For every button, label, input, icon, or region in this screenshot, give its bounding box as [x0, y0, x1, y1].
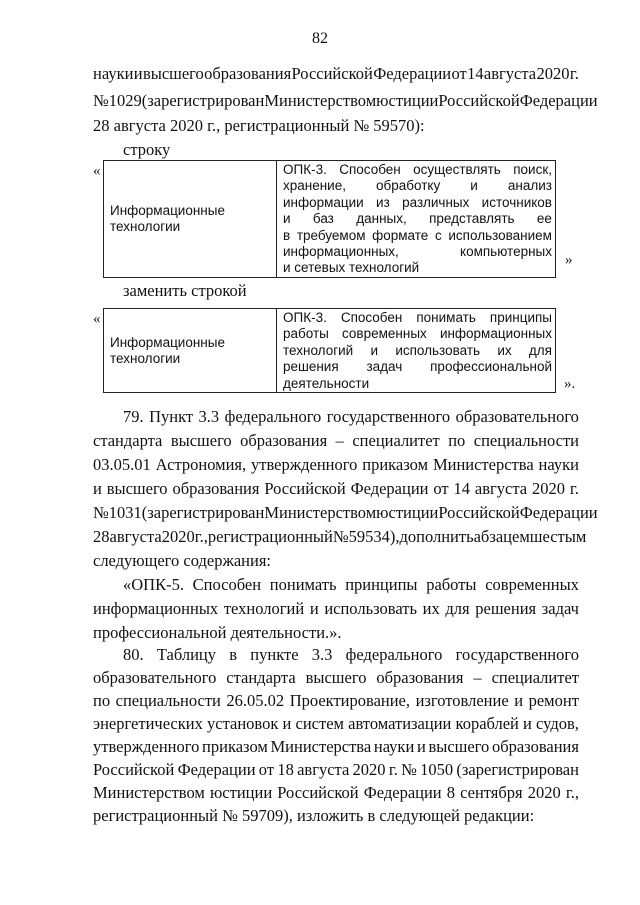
- word: решения: [283, 359, 339, 375]
- word: государственного: [326, 407, 451, 426]
- word: регистрационный: [207, 527, 333, 546]
- word: специальности: [473, 431, 579, 450]
- word: информационных: [439, 326, 552, 342]
- word: федерального: [345, 645, 443, 664]
- word: Министерством: [264, 91, 377, 110]
- word: юстиции: [209, 783, 273, 802]
- word: –: [473, 668, 482, 687]
- para79-line-7: следующего содержания:: [93, 551, 272, 570]
- word: 2020: [527, 783, 561, 802]
- word: технологий: [283, 342, 354, 358]
- word: ее: [536, 211, 552, 227]
- table1: [103, 160, 556, 278]
- word: в: [283, 227, 291, 243]
- word: Федерации: [363, 783, 442, 802]
- word: задач: [541, 599, 579, 618]
- quote-opk5-line-3: профессиональной деятельности.».: [93, 623, 342, 642]
- page-number: 82: [312, 30, 328, 47]
- word: 18: [277, 760, 294, 779]
- word: (зарегистрирован: [141, 503, 265, 522]
- para79-line-1: [123, 407, 579, 427]
- word: г.,: [565, 783, 579, 802]
- word: Российской: [277, 783, 359, 802]
- word: г.: [569, 479, 579, 498]
- quote-opk5-line-2: [93, 599, 579, 619]
- word: 28: [93, 527, 110, 546]
- word: 2020: [536, 64, 570, 83]
- word: (зарегистрирован: [141, 91, 265, 110]
- word: 1050: [420, 760, 454, 779]
- word: дополнить: [399, 527, 474, 546]
- word: и: [370, 342, 379, 358]
- word: компьютерных: [460, 244, 552, 260]
- word: Федерации: [373, 64, 452, 83]
- word: образовательного: [455, 407, 579, 426]
- para80-line-1: [123, 645, 579, 665]
- word: Проектирование,: [289, 691, 411, 710]
- word: №: [93, 503, 109, 522]
- table1-close-quote: »: [565, 252, 573, 268]
- table2: [103, 308, 556, 393]
- word: технологий: [223, 599, 305, 618]
- word: августа: [474, 479, 528, 498]
- word: 59534),: [348, 527, 400, 546]
- word: и: [470, 178, 478, 194]
- table2-right-line-text: деятельности: [283, 375, 370, 391]
- para80-line-3: [93, 691, 579, 711]
- para79-line-2: [93, 431, 579, 451]
- word: для: [528, 342, 552, 358]
- word: юстиции: [376, 503, 439, 522]
- word: Способен: [192, 575, 262, 594]
- word: Способен: [340, 310, 403, 325]
- word: и: [282, 714, 292, 733]
- word: с: [434, 227, 442, 243]
- word: 14: [467, 64, 484, 83]
- table2-close-quote: ».: [564, 376, 576, 392]
- word: пункте: [250, 645, 299, 664]
- word: их: [422, 599, 440, 618]
- word: г.: [388, 760, 398, 779]
- word: (зарегистрирован: [456, 760, 579, 779]
- word: г.,: [194, 527, 208, 546]
- word: от: [451, 64, 467, 83]
- word: специалитет: [352, 431, 440, 450]
- word: принципы: [345, 575, 418, 594]
- word: представлять: [429, 211, 515, 227]
- table1-right-line: [283, 178, 552, 194]
- word: и: [283, 211, 291, 227]
- word: Пункт: [149, 407, 194, 426]
- word: Способен: [339, 162, 401, 177]
- word: Федерации: [519, 503, 598, 522]
- word: 1031: [108, 503, 142, 522]
- word: для: [445, 599, 470, 618]
- para80-line-5: [93, 737, 579, 757]
- word: образования: [240, 431, 328, 450]
- word: «ОПК-5.: [123, 575, 184, 594]
- table2-right-cell: [277, 309, 556, 393]
- word: и: [514, 691, 524, 710]
- word: августа: [297, 760, 350, 779]
- word: работы: [283, 326, 329, 342]
- word: Министерством: [93, 783, 205, 802]
- word: и: [93, 479, 102, 498]
- word: требуемом: [296, 227, 366, 243]
- word: образовательного: [93, 668, 217, 687]
- word: различных: [402, 194, 470, 210]
- word: ремонт: [528, 691, 579, 710]
- word: поиск,: [513, 162, 552, 177]
- word: Министерством: [264, 503, 377, 522]
- table2-right-line: [283, 359, 552, 375]
- para80-line-8: регистрационный № 59709), изложить в следующей редакции:: [93, 806, 535, 825]
- word: федерального: [224, 407, 322, 426]
- word: Федерации: [177, 760, 256, 779]
- word: образования: [491, 737, 579, 756]
- word: изготовление: [415, 691, 509, 710]
- word: ОПК-3.: [283, 310, 327, 325]
- table1-left-line: технологии: [110, 218, 181, 234]
- word: их: [497, 342, 512, 358]
- word: систем: [295, 714, 344, 733]
- word: по: [93, 691, 111, 710]
- word: судов,: [536, 714, 579, 733]
- para79-line-4: [93, 479, 579, 499]
- intro-line-3: 28 августа 2020 г., регистрационный № 59570):: [93, 116, 425, 135]
- word: 1029: [108, 91, 142, 110]
- word: профессиональной: [430, 359, 552, 375]
- word: источников: [481, 194, 552, 210]
- label-stroku: строку: [123, 140, 171, 159]
- word: стандарта: [93, 431, 163, 450]
- word: 2020: [352, 760, 386, 779]
- word: стандарта: [226, 668, 296, 687]
- table1-right-line: [283, 195, 552, 211]
- word: сентября: [460, 783, 523, 802]
- table1-right-line-text: и сетевых технологий: [283, 260, 420, 276]
- para79-line-5: [93, 503, 598, 523]
- word: Таблицу: [156, 645, 216, 664]
- word: науки: [93, 64, 134, 83]
- word: 2020: [531, 479, 565, 498]
- word: Российской: [93, 760, 175, 779]
- table1-right-line: [283, 244, 552, 260]
- word: информационных: [93, 599, 219, 618]
- word: образования: [376, 668, 464, 687]
- word: №: [93, 91, 109, 110]
- word: науки: [538, 455, 579, 474]
- word: 80.: [123, 645, 144, 664]
- word: высшего: [428, 737, 490, 756]
- word: Российской: [438, 91, 520, 110]
- word: и: [416, 737, 426, 756]
- word: современных: [485, 575, 579, 594]
- word: приказом: [202, 737, 268, 756]
- word: августа: [109, 527, 162, 546]
- word: утвержденного: [251, 455, 358, 474]
- word: образования: [172, 479, 260, 498]
- word: принципы: [489, 310, 552, 325]
- para79-line-3: [93, 455, 579, 475]
- word: науки: [373, 737, 415, 756]
- label-zamenit: заменить строкой: [123, 281, 247, 300]
- word: №: [401, 760, 417, 779]
- word: 3.3: [311, 645, 333, 664]
- word: Федерации: [350, 479, 429, 498]
- word: обработку: [376, 178, 441, 194]
- word: информационных,: [283, 244, 399, 260]
- quote-opk5-line-1: [123, 575, 579, 595]
- word: 14: [453, 479, 470, 498]
- word: Федерации: [519, 91, 598, 110]
- word: высшего: [170, 431, 232, 450]
- word: 26.05.02: [226, 691, 285, 710]
- word: 03.05.01: [93, 455, 151, 474]
- word: 8: [446, 783, 455, 802]
- para80-line-6: [93, 760, 579, 780]
- word: Российской: [264, 479, 346, 498]
- word: от: [258, 760, 275, 779]
- word: высшего: [305, 668, 367, 687]
- word: понимать: [416, 310, 476, 325]
- word: и: [133, 64, 143, 83]
- word: образования: [204, 64, 292, 83]
- table2-right-line: [283, 343, 552, 359]
- word: ОПК-3.: [283, 162, 327, 177]
- word: г.: [569, 64, 579, 83]
- word: высшего: [142, 64, 204, 83]
- word: приказом: [362, 455, 429, 474]
- intro-line-1: [93, 64, 579, 84]
- table1-right-line: [283, 228, 552, 244]
- word: 3.3: [198, 407, 220, 426]
- word: анализ: [507, 178, 552, 194]
- word: данных,: [356, 211, 407, 227]
- word: специальности: [115, 691, 221, 710]
- word: работы: [426, 575, 477, 594]
- word: решения: [475, 599, 537, 618]
- word: автоматизации: [348, 714, 452, 733]
- word: шестым: [529, 527, 587, 546]
- word: из: [376, 194, 390, 210]
- word: №: [332, 527, 349, 546]
- word: информации: [283, 194, 364, 210]
- word: августа: [483, 64, 537, 83]
- word: государственного: [455, 645, 579, 664]
- word: использованием: [448, 227, 552, 243]
- table1-open-quote: «: [93, 163, 101, 179]
- word: хранение,: [283, 178, 346, 194]
- word: задач: [366, 359, 403, 375]
- para80-line-2: [93, 668, 579, 688]
- word: Российской: [438, 503, 520, 522]
- table2-left-line: технологии: [110, 350, 181, 366]
- table1-right-cell: [277, 161, 556, 278]
- table2-right-line: [283, 310, 552, 326]
- word: энергетических: [93, 714, 203, 733]
- word: абзацем: [473, 527, 530, 546]
- word: Российской: [291, 64, 373, 83]
- word: от: [433, 479, 449, 498]
- word: установок: [207, 714, 279, 733]
- word: формате: [372, 227, 429, 243]
- word: Астрономия,: [155, 455, 247, 474]
- table2-left-cell: [104, 309, 277, 393]
- word: осуществлять: [413, 162, 501, 177]
- intro-line-2: [93, 91, 598, 111]
- table1-right-line: [283, 211, 552, 227]
- word: Министерства: [270, 737, 372, 756]
- word: кораблей: [455, 714, 519, 733]
- word: высшего: [106, 479, 168, 498]
- word: использовать: [395, 342, 481, 358]
- table2-right-line: [283, 376, 552, 392]
- para80-line-4: [93, 714, 579, 734]
- word: в: [229, 645, 238, 664]
- table2-open-quote: «: [93, 311, 101, 327]
- para80-line-7: [93, 783, 579, 803]
- word: 2020: [161, 527, 195, 546]
- word: понимать: [269, 575, 337, 594]
- word: –: [335, 431, 344, 450]
- word: Министерства: [432, 455, 534, 474]
- word: 79.: [123, 407, 144, 426]
- table1-left-cell: [104, 161, 277, 278]
- table2-right-line: [283, 326, 552, 342]
- table1-left-line: Информационные: [110, 202, 225, 218]
- table1-right-line: [283, 260, 552, 276]
- word: утвержденного: [93, 737, 200, 756]
- word: использовать: [324, 599, 417, 618]
- word: по: [448, 431, 466, 450]
- word: специалитет: [491, 668, 579, 687]
- word: и: [309, 599, 319, 618]
- para79-line-6: [93, 527, 587, 547]
- word: современных: [342, 326, 427, 342]
- word: юстиции: [376, 91, 439, 110]
- word: и: [523, 714, 532, 733]
- word: баз: [312, 211, 334, 227]
- table2-left-line: Информационные: [110, 334, 225, 350]
- table1-right-line: [283, 162, 552, 178]
